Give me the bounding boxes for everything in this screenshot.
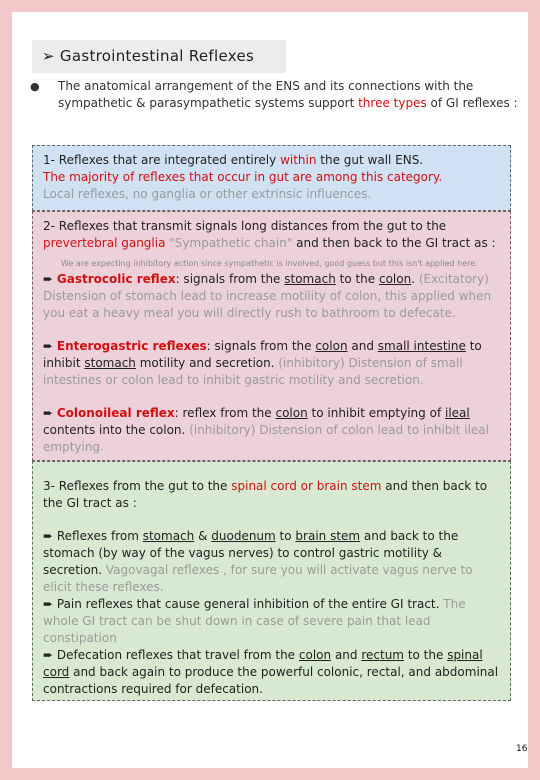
box3-heading-red: spinal cord or brain stem (231, 479, 382, 493)
box1-heading-a: 1- Reflexes that are integrated entirely (43, 153, 281, 167)
arrow-icon: ➨ (43, 529, 57, 543)
i1-text-a: Reflexes from (56, 529, 143, 543)
i3-text-a: Defecation reflexes that travel from the (56, 648, 299, 662)
page-number: 16 (516, 744, 528, 754)
box3-heading (43, 478, 500, 512)
r1-text-a: : signals from the (175, 272, 285, 286)
r2-colon: colon (315, 339, 348, 353)
colonoileal-reflex-name: Colonoileal reflex (56, 406, 175, 420)
i1-text-c: to (275, 529, 296, 543)
gastrocolic-reflex-item (43, 271, 500, 322)
i3-text-d: and back again to produce the powerful colonic, rectal, and abdominal contractions required for defecation. (43, 665, 499, 696)
reflex-type-3-box (32, 461, 511, 701)
defecation-reflex-item (43, 647, 500, 698)
intro-text-a: The anatomical arrangement of the ENS and its connections with the sympathetic & parasympathetic systems support (58, 79, 474, 110)
r1-note: (Excitatory) Distension of stomach lead to increase motility of colon, this applied when you eat a heavy meal you will directly rush to bathroom to defecate. (43, 272, 492, 320)
i1-text-b: & (194, 529, 212, 543)
arrow-icon: ➨ (43, 406, 57, 420)
box2-heading-a: 2- Reflexes that transmit signals long distances from the gut to the (43, 219, 447, 233)
r2-text-a: : signals from the (206, 339, 316, 353)
enterogastric-reflex-item (43, 338, 500, 389)
r2-text-b: and (347, 339, 378, 353)
r3-ileal: ileal (444, 406, 470, 420)
r2-text-c: to inhibit (43, 339, 482, 370)
reflex-type-1-box (32, 145, 511, 211)
r2-note: (inhibitory) Distension of small intestines or colon lead to inhibit gastric motility and secretion. (43, 356, 463, 387)
box1-heading-red: within (280, 153, 317, 167)
i1-note: Vagovagal reflexes , for sure you will activate vagus nerve to elicit these reflexes. (43, 563, 473, 594)
i1-stomach: stomach (142, 529, 195, 543)
r3-note: (inhibitory) Distension of colon lead to inhibit ileal emptying. (43, 423, 489, 454)
box1-heading-b: the gut wall ENS. (316, 153, 424, 167)
page-title: ➢ Gastrointestinal Reflexes (42, 47, 255, 65)
r1-stomach: stomach (284, 272, 336, 286)
intro-paragraph (30, 78, 520, 112)
r1-text-c: . (411, 272, 416, 286)
r2-text-d: motility and secretion. (135, 356, 275, 370)
r3-text-a: : reflex from the (174, 406, 276, 420)
r1-colon: colon (378, 272, 412, 286)
intro-highlight: three types (358, 96, 427, 110)
box2-heading (43, 218, 500, 252)
box1-line2: The majority of reflexes that occur in gut are among this category. (43, 170, 443, 184)
i1-duodenum: duodenum (211, 529, 276, 543)
intro-text (58, 78, 520, 112)
i2-text-a: Pain reflexes that cause general inhibition of the entire GI tract. (56, 597, 440, 611)
r2-stomach: stomach (84, 356, 136, 370)
arrow-icon: ➨ (43, 648, 57, 662)
i3-rectum: rectum (361, 648, 404, 662)
box2-note: We are expecting inhibitory action since sympathetic is involved, good guess but this isn't applied here. (61, 259, 478, 268)
r3-colon: colon (275, 406, 308, 420)
r2-small-intestine: small intestine (377, 339, 466, 353)
r3-text-b: to inhibit emptying of (307, 406, 445, 420)
box2-heading-grey: "Sympathetic chain" (165, 236, 293, 250)
box1-heading (43, 152, 500, 169)
colonoileal-reflex-item (43, 405, 500, 456)
i3-text-c: to the (404, 648, 448, 662)
r3-text-c: contents into the colon. (43, 423, 186, 437)
arrow-icon: ➨ (43, 597, 57, 611)
box3-heading-a: 3- Reflexes from the gut to the (43, 479, 232, 493)
arrow-icon: ➨ (43, 339, 57, 353)
box2-heading-red: prevertebral ganglia (43, 236, 166, 250)
i3-colon: colon (298, 648, 332, 662)
title-bar (32, 40, 286, 73)
i1-text-d: and back to the stomach (by way of the vagus nerves) to control gastric motility & secretion. (43, 529, 459, 577)
gastrocolic-reflex-name: Gastrocolic reflex (56, 272, 176, 286)
r1-text-b: to the (335, 272, 379, 286)
box1-line3: Local reflexes, no ganglia or other extrinsic influences. (43, 187, 372, 201)
intro-text-b: of GI reflexes : (426, 96, 518, 110)
reflex-type-2-box (32, 211, 511, 461)
box2-heading-b: and then back to the GI tract as : (292, 236, 496, 250)
i3-text-b: and (331, 648, 362, 662)
document-page (12, 12, 528, 768)
pain-reflex-item (43, 596, 500, 647)
box3-heading-b: and then back to the GI tract as : (43, 479, 488, 510)
bullet-icon: ● (30, 80, 40, 93)
arrow-icon: ➨ (43, 272, 57, 286)
i1-brain-stem: brain stem (295, 529, 361, 543)
vagovagal-reflex-item (43, 528, 500, 596)
enterogastric-reflex-name: Enterogastric reflexes (56, 339, 207, 353)
i3-spinal-cord: spinal cord (43, 648, 483, 679)
i2-note: The whole GI tract can be shut down in case of severe pain that lead constipation (43, 597, 466, 645)
